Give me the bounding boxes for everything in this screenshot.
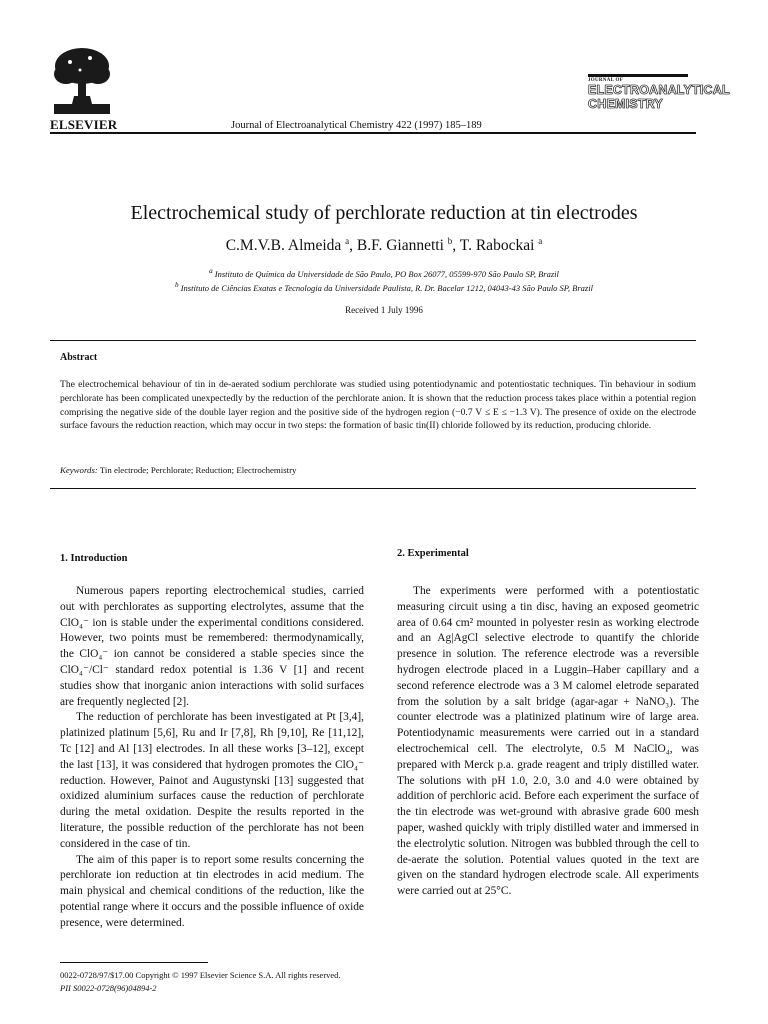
section-heading-introduction: 1. Introduction [60, 553, 128, 564]
abstract-heading: Abstract [60, 352, 98, 363]
header-rule [50, 132, 696, 134]
paragraph: Numerous papers reporting electrochemical studies, carried out with perchlorates as supporting electrolytes, assume that the ClO₄⁻ ion is stable under the experimental conditions considered. However, two points must be remembered: thermodynamically, the ClO₄⁻ ion cannot be considered a stable species since the ClO₄⁻/Cl⁻ standard redox potential is 1.36 V [1] and recent studies show that inorganic anion interactions with solid surfaces are frequently neglected [2]. [60, 585, 364, 708]
keywords-list: Tin electrode; Perchlorate; Reduction; Electrochemistry [99, 465, 297, 475]
paragraph: The experiments were performed with a potentiostatic measuring circuit using a tin disc, having an exposed geometric area of 0.64 cm² mounted in polyester resin as working electrode and an Ag|AgCl selective electrode to quantify the chloride presence in solution. The reference electrode was a reversible hydrogen electrode placed in a Luggin–Haber capillary and a second reference electrode was a 3 M calomel eletrode separated from the solution by a salt bridge (agar-agar + NaNO₃). The counter electrode was a platinized platinum wire of large area. Potentiodynamic measurements were carried out in a standard electrochemical cell. The electrolyte, 0.5 M NaClO₄, was prepared with Merck p.a. grade reagent and triply distilled water. The solutions with pH 1.0, 2.0, 3.0 and 4.0 were obtained by addition of perchloric acid. Before each experiment the surface of the tin electrode was wet-ground with abrasive grade 600 mesh paper, washed quickly with triply distilled water and immersed in the electrolytic solution. Nitrogen was bubbled through the cell to de-aerate the solution. Potential values quoted in the text are given on the standard hydrogen electrode scale. All experiments were carried out at 25°C. [397, 585, 699, 898]
abstract-rule-top [50, 340, 696, 341]
pii-line: PII S0022-0728(96)04894-2 [60, 983, 157, 993]
journal-citation: Journal of Electroanalytical Chemistry 422 (1997) 185–189 [231, 120, 482, 131]
keywords-label: Keywords: [60, 465, 98, 475]
author-list: C.M.V.B. Almeida $^a$, B.F. Giannetti $^b$, T. Rabockai $^a$ [225, 236, 543, 255]
affiliation-text: Instituto de Ciências Exatas e Tecnologia da Universidade Paulista, R. Dr. Bacelar 1212, 04043-43 São Paulo SP, Brazil [180, 282, 593, 293]
affiliation-a [0, 267, 768, 279]
experimental-body [397, 584, 699, 900]
paragraph: The reduction of perchlorate has been investigated at Pt [3,4], platinized platinum [5,6], Ru and Ir [7,8], Rh [9,10], Re [11,12], Tc [12] and Al [13] electrodes. In all these works [3–12], except the last [13], it was considered that hydrogen promotes the ClO₄⁻ reduction. However, Painot and Augustynski [13] suggested that oxidized aluminium surfaces cause the reduction of perchlorate during the metal oxidation. Despite the results reported in the literature, the possible reduction of the perchlorate has not been considered in the case of tin. [60, 711, 364, 850]
author-name: T. Rabockai [459, 237, 535, 255]
author-name: B.F. Giannetti [356, 237, 444, 255]
publisher-name: ELSEVIER [50, 117, 118, 132]
affiliation-text: Instituto de Química da Universidade de São Paulo, PO Box 26077, 05599-970 São Paulo SP, Brazil [214, 268, 559, 279]
author-affil-mark: a [538, 236, 543, 246]
journal-logo-line2: CHEMISTRY [588, 97, 663, 111]
keywords [60, 465, 296, 475]
copyright-footnote [60, 969, 341, 995]
footnote-rule [60, 962, 208, 963]
journal-logo [588, 74, 730, 111]
copyright-line: 0022-0728/97/$17.00 Copyright © 1997 Elsevier Science S.A. All rights reserved. [60, 970, 341, 980]
affiliation-mark: a [209, 267, 213, 275]
affiliation-mark: b [175, 281, 179, 289]
author-name: C.M.V.B. Almeida [225, 237, 342, 255]
abstract-rule-bottom [50, 488, 696, 489]
elsevier-tree-logo [50, 44, 114, 118]
author-affil-mark: b [447, 236, 453, 246]
journal-logo-line1: ELECTROANALYTICAL [588, 83, 730, 97]
introduction-body [60, 584, 364, 932]
abstract-text: The electrochemical behaviour of tin in de-aerated sodium perchlorate was studied using potentiodynamic and potentiostatic techniques. Tin behaviour in sodium perchlorate has been complicated unexpectedly by the reduction of the perchlorate anion. It is shown that the reduction process takes place within a potential region comprising the negative side of the double layer region and the positive side of the hydrogen region (−0.7 V ≤ E ≤ −1.3 V). The presence of oxide on the electrode surface favours the reduction reaction, which may occur in two steps: the formation of basic tin(II) chloride followed by its reduction, producing chloride. [60, 379, 696, 432]
section-heading-experimental: 2. Experimental [397, 548, 469, 559]
article-title: Electrochemical study of perchlorate reduction at tin electrodes [130, 202, 638, 224]
journal-logo-small: JOURNAL OF [588, 74, 688, 83]
author-affil-mark: a [345, 236, 350, 246]
paragraph: The aim of this paper is to report some results concerning the perchlorate ion reduction at tin electrodes in acid medium. The main physical and chemical conditions of the reduction, like the potential range where it occurs and the possible influence of oxide presence, were determined. [60, 853, 364, 929]
affiliation-b [0, 281, 768, 293]
received-date: Received 1 July 1996 [345, 305, 423, 315]
